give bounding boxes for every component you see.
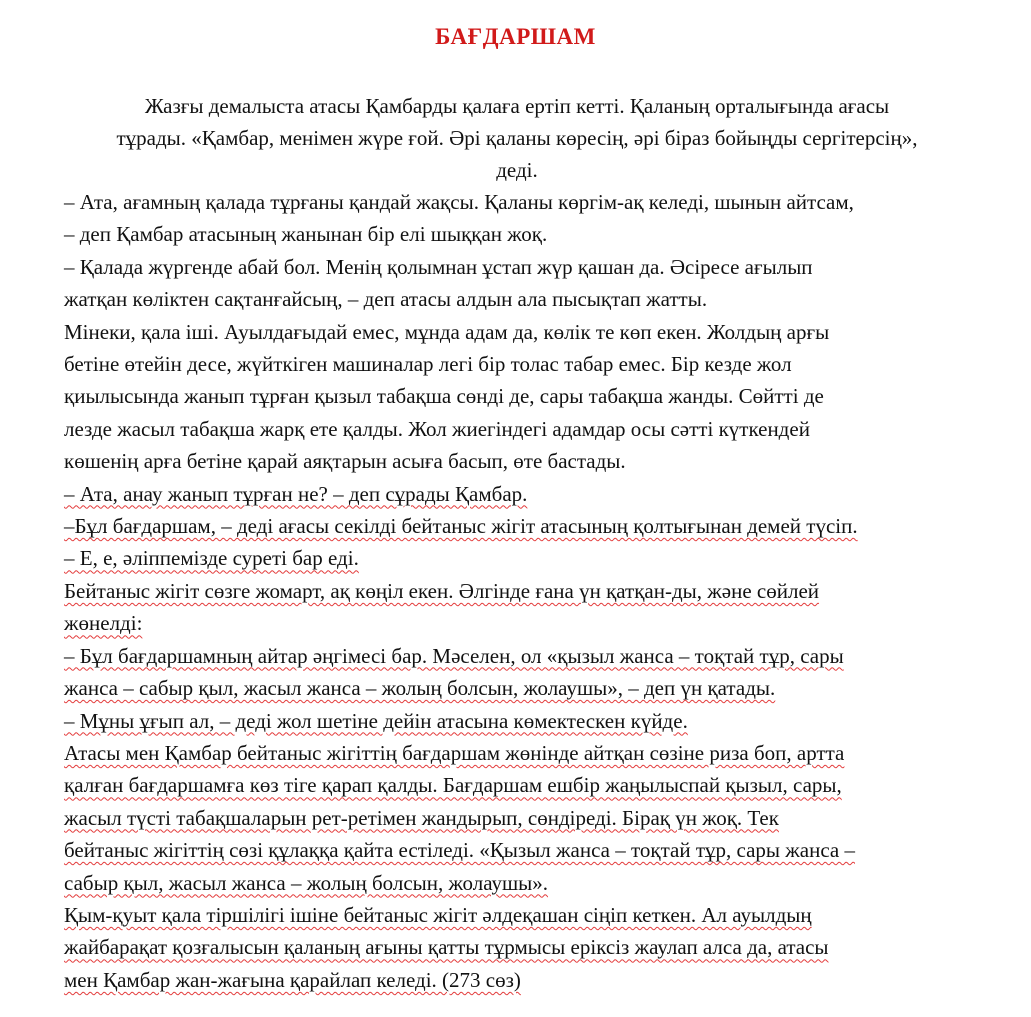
text-line: –Бұл бағдаршам, – деді ағасы секілді бейтаныс жігіт атасының қолтығынан демей түсіп. [64,514,858,539]
text-line: лезде жасыл табақша жарқ ете қалды. Жол жиегіндегі адамдар осы сәтті күткендей [64,416,810,441]
text-line: Бейтаныс жігіт сөзге жомарт, ақ көңіл екен. Әлгінде ғана үн қатқан-ды, және сөйлей [64,578,820,603]
text-line: жасыл түсті табақшаларын рет-ретімен жандырып, сөндіреді. Бірақ үн жоқ. Тек [64,805,779,830]
text-line: – Мұны ұғып ал, – деді жол шетіне дейін атасына көмектескен күйде. [64,708,688,733]
text-line: – Ата, ағамның қалада тұрғаны қандай жақсы. Қаланы көргім-ақ келеді, шынын айтсам, [64,190,854,214]
intro-line: тұрады. «Қамбар, менімен жүре ғой. Әрі қаланы көресің, әрі біраз бойыңды сергітерсің», [116,126,918,150]
text-line: мен Қамбар жан-жағына қарайлап келеді. (273 сөз) [64,967,521,992]
text-line: қиылысында жанып тұрған қызыл табақша сөнді де, сары табақша жанды. Сөйтті де [64,384,824,409]
story-body [64,186,994,996]
text-line: Мінеки, қала іші. Ауылдағыдай емес, мұнда адам да, көлік те көп екен. Жолдың арғы [64,319,830,344]
text-line: Қым-қуыт қала тіршілігі ішіне бейтаныс жігіт әлдеқашан сіңіп кеткен. Ал ауылдың [64,902,812,927]
text-line: сабыр қыл, жасыл жанса – жолың болсын, жолаушы». [64,870,549,895]
text-line: бетіне өтейін десе, жүйткіген машиналар легі бір толас табар емес. Бір кезде жол [64,352,792,377]
intro-line: деді. [496,158,538,182]
text-line: Атасы мен Қамбар бейтаныс жігіттің бағдаршам жөнінде айтқан сөзіне риза боп, артта [64,740,845,765]
text-line: – Ата, анау жанып тұрған не? – деп сұрады Қамбар. [64,481,528,506]
text-line: қалған бағдаршамға көз тіге қарап қалды. Бағдаршам ешбір жаңылыспай қызыл, сары, [64,773,842,798]
text-line: жайбарақат қозғалысын қаланың ағыны қатты тұрмысы еріксіз жаулап алса да, атасы [64,935,829,960]
text-line: жанса – сабыр қыл, жасыл жанса – жолың болсын, жолаушы», – деп үн қатады. [64,676,776,701]
text-line: жатқан көліктен сақтанғайсың, – деп атасы алдын ала пысықтап жатты. [64,287,708,312]
text-line: жөнелді: [64,611,143,636]
text-line: көшенің арға бетіне қарай аяқтарын асыға басып, өте бастады. [64,449,626,474]
document-title: БАҒДАРШАМ [435,24,596,49]
intro-line: Жазғы демалыста атасы Қамбарды қалаға ертіп кетті. Қаланың орталығында ағасы [144,94,890,118]
text-line: бейтаныс жігіттің сөзі құлаққа қайта естіледі. «Қызыл жанса – тоқтай тұр, сары жанса – [64,838,855,863]
text-line: – Е, е, әліппемізде суреті бар еді. [64,546,359,571]
text-line: – деп Қамбар атасының жанынан бір елі шыққан жоқ. [64,222,548,247]
text-line: – Бұл бағдаршамның айтар әңгімесі бар. Мәселен, ол «қызыл жанса – тоқтай тұр, сары [64,643,844,668]
text-line: – Қалада жүргенде абай бол. Менің қолымнан ұстап жүр қашан да. Әсіресе ағылып [64,254,813,279]
intro-paragraph [44,90,990,186]
